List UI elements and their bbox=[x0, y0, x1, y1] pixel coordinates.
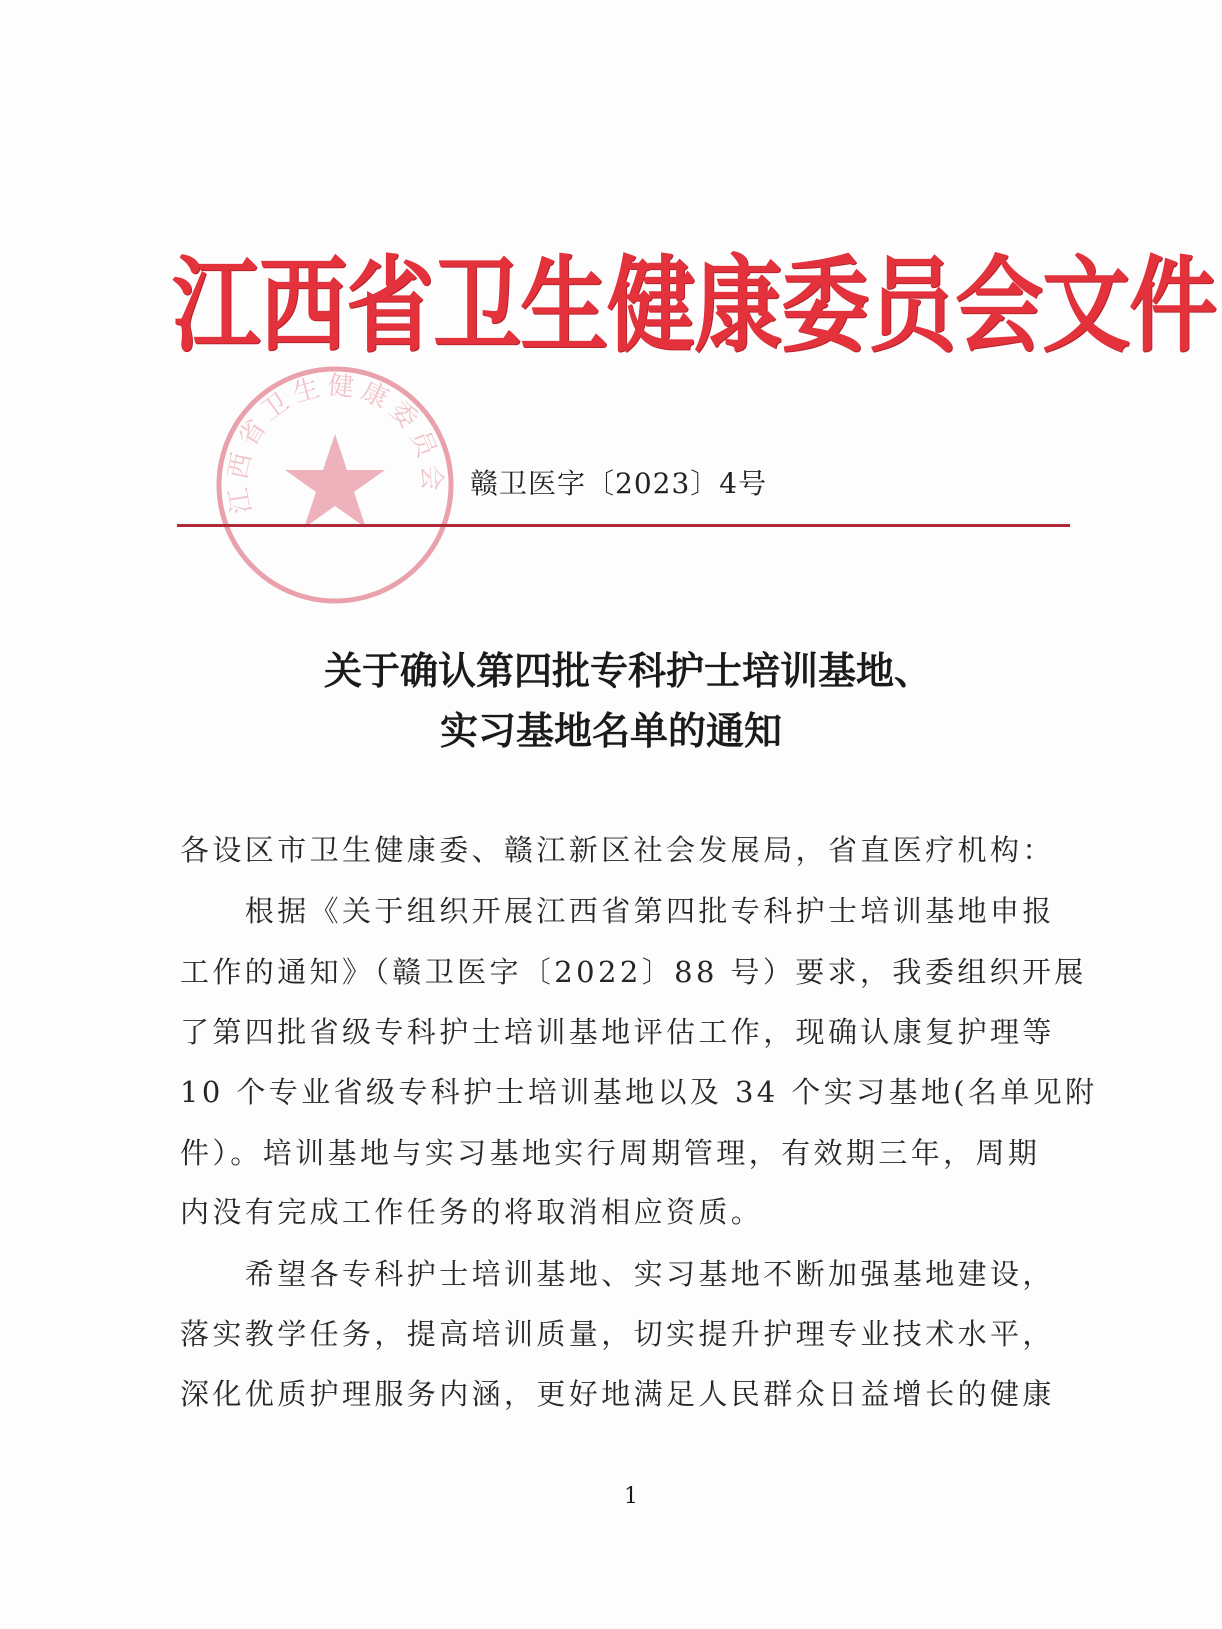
document-number: 赣卫医字〔2023〕4号 bbox=[470, 467, 768, 500]
body-line: 内没有完成工作任务的将取消相应资质。 bbox=[180, 1195, 764, 1229]
masthead-title: 江西省卫生健康委员会文件 bbox=[172, 243, 1217, 367]
body-line: 10 个专业省级专科护士培训基地以及 34 个实习基地(名单见附 bbox=[180, 1075, 1098, 1109]
body-line: 件）。培训基地与实习基地实行周期管理，有效期三年，周期 bbox=[180, 1136, 1041, 1170]
seal-text: 江西省卫生健康委员会 bbox=[222, 370, 447, 517]
red-divider-rule bbox=[177, 524, 1070, 527]
body-line: 希望各专科护士培训基地、实习基地不断加强基地建设， bbox=[180, 1257, 1055, 1291]
notice-title-line-1: 关于确认第四批专科护士培训基地、 bbox=[323, 649, 932, 693]
body-line: 各设区市卫生健康委、赣江新区社会发展局，省直医疗机构： bbox=[180, 833, 1055, 867]
notice-title-line-2: 实习基地名单的通知 bbox=[439, 709, 782, 753]
seal-star-icon bbox=[285, 434, 385, 528]
body-line: 落实教学任务，提高培训质量，切实提升护理专业技术水平， bbox=[180, 1317, 1055, 1351]
body-line: 根据《关于组织开展江西省第四批专科护士培训基地申报 bbox=[180, 894, 1055, 928]
body-line: 了第四批省级专科护士培训基地评估工作，现确认康复护理等 bbox=[180, 1015, 1055, 1049]
body-line: 工作的通知》（赣卫医字〔2022〕88 号）要求，我委组织开展 bbox=[180, 955, 1087, 989]
body-line: 深化优质护理服务内涵，更好地满足人民群众日益增长的健康 bbox=[180, 1377, 1055, 1411]
official-seal bbox=[212, 362, 458, 608]
page-number: 1 bbox=[624, 1484, 638, 1509]
